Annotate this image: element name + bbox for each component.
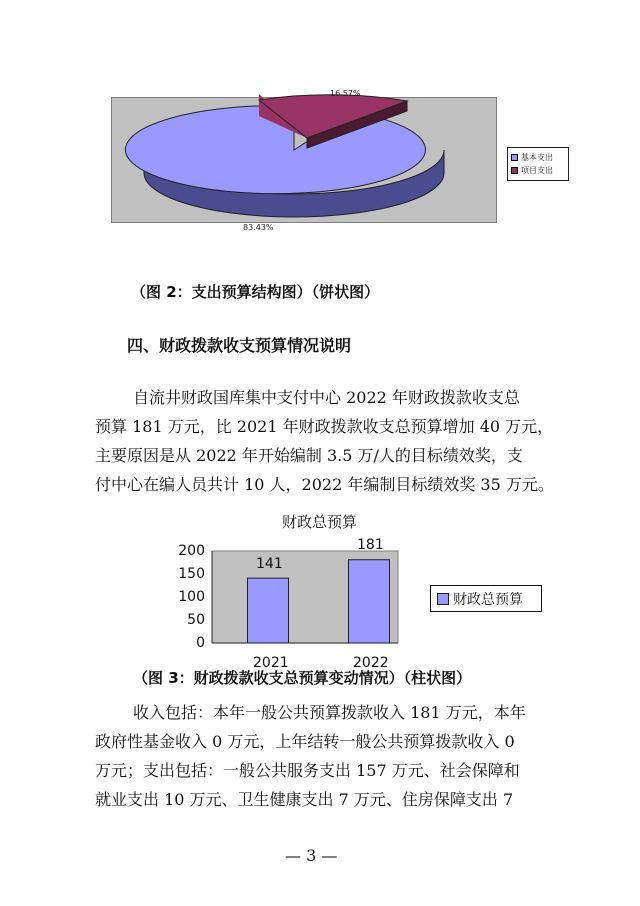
- bar-chart-title: 财政总预算: [282, 513, 358, 531]
- paragraph-1-line-1: 自流井财政国库集中支付中心 2022 年财政拨款收支总: [133, 388, 520, 407]
- paragraph-2-line-2: 政府性基金收入 0 万元，上年结转一般公共预算拨款收入 0: [95, 732, 515, 751]
- paragraph-1: [95, 383, 554, 499]
- caption-figure-2: （图 2：支出预算结构图）（饼状图）: [131, 283, 380, 301]
- legend-swatch-project: [511, 167, 518, 174]
- data-label-2021: 141: [256, 556, 283, 572]
- section-heading-4: 四、财政拨款收支预算情况说明: [127, 336, 352, 355]
- legend-swatch-basic: [511, 154, 518, 161]
- bar-2022: [349, 560, 390, 643]
- legend-label-budget: 财政总预算: [453, 591, 523, 608]
- paragraph-2: [95, 698, 526, 814]
- bar-chart: [170, 540, 430, 660]
- legend-label-project: 项目支出: [521, 166, 553, 175]
- legend-swatch-budget: [437, 593, 449, 605]
- legend-label-basic: 基本支出: [521, 153, 553, 162]
- page-number: — 3 —: [285, 846, 338, 865]
- bar-2021: [248, 578, 289, 643]
- pie-chart: [111, 86, 511, 236]
- pie-label-basic: 83.43%: [243, 223, 274, 232]
- y-tick-label: 0: [196, 635, 205, 651]
- paragraph-1-line-3: 主要原因是从 2022 年开始编制 3.5 万/人的目标绩效奖，支: [95, 446, 523, 465]
- legend-item-basic: [511, 151, 565, 164]
- paragraph-2-line-1: 收入包括：本年一般公共预算拨款收入 181 万元，本年: [133, 703, 526, 722]
- x-tick-label: 2022: [353, 655, 389, 671]
- bar-legend: [430, 585, 542, 612]
- y-tick-label: 150: [178, 566, 205, 582]
- paragraph-2-line-4: 就业支出 10 万元、卫生健康支出 7 万元、住房保障支出 7: [95, 790, 514, 809]
- legend-item-project: [511, 164, 565, 177]
- pie-legend: [507, 147, 569, 181]
- paragraph-1-line-2: 预算 181 万元，比 2021 年财政拨款收支总预算增加 40 万元，: [95, 417, 554, 436]
- caption-figure-3: （图 3：财政拨款收支总预算变动情况）（柱状图）: [133, 669, 472, 687]
- pie-label-project: 16.57%: [330, 89, 361, 98]
- data-label-2022: 181: [357, 537, 384, 553]
- y-tick-label: 200: [178, 543, 205, 559]
- y-tick-label: 50: [187, 612, 205, 628]
- x-tick-label: 2021: [253, 655, 289, 671]
- paragraph-1-line-4: 付中心在编人员共计 10 人，2022 年编制目标绩效奖 35 万元。: [95, 475, 554, 494]
- paragraph-2-line-3: 万元；支出包括：一般公共服务支出 157 万元、社会保障和: [95, 761, 520, 780]
- y-tick-label: 100: [178, 589, 205, 605]
